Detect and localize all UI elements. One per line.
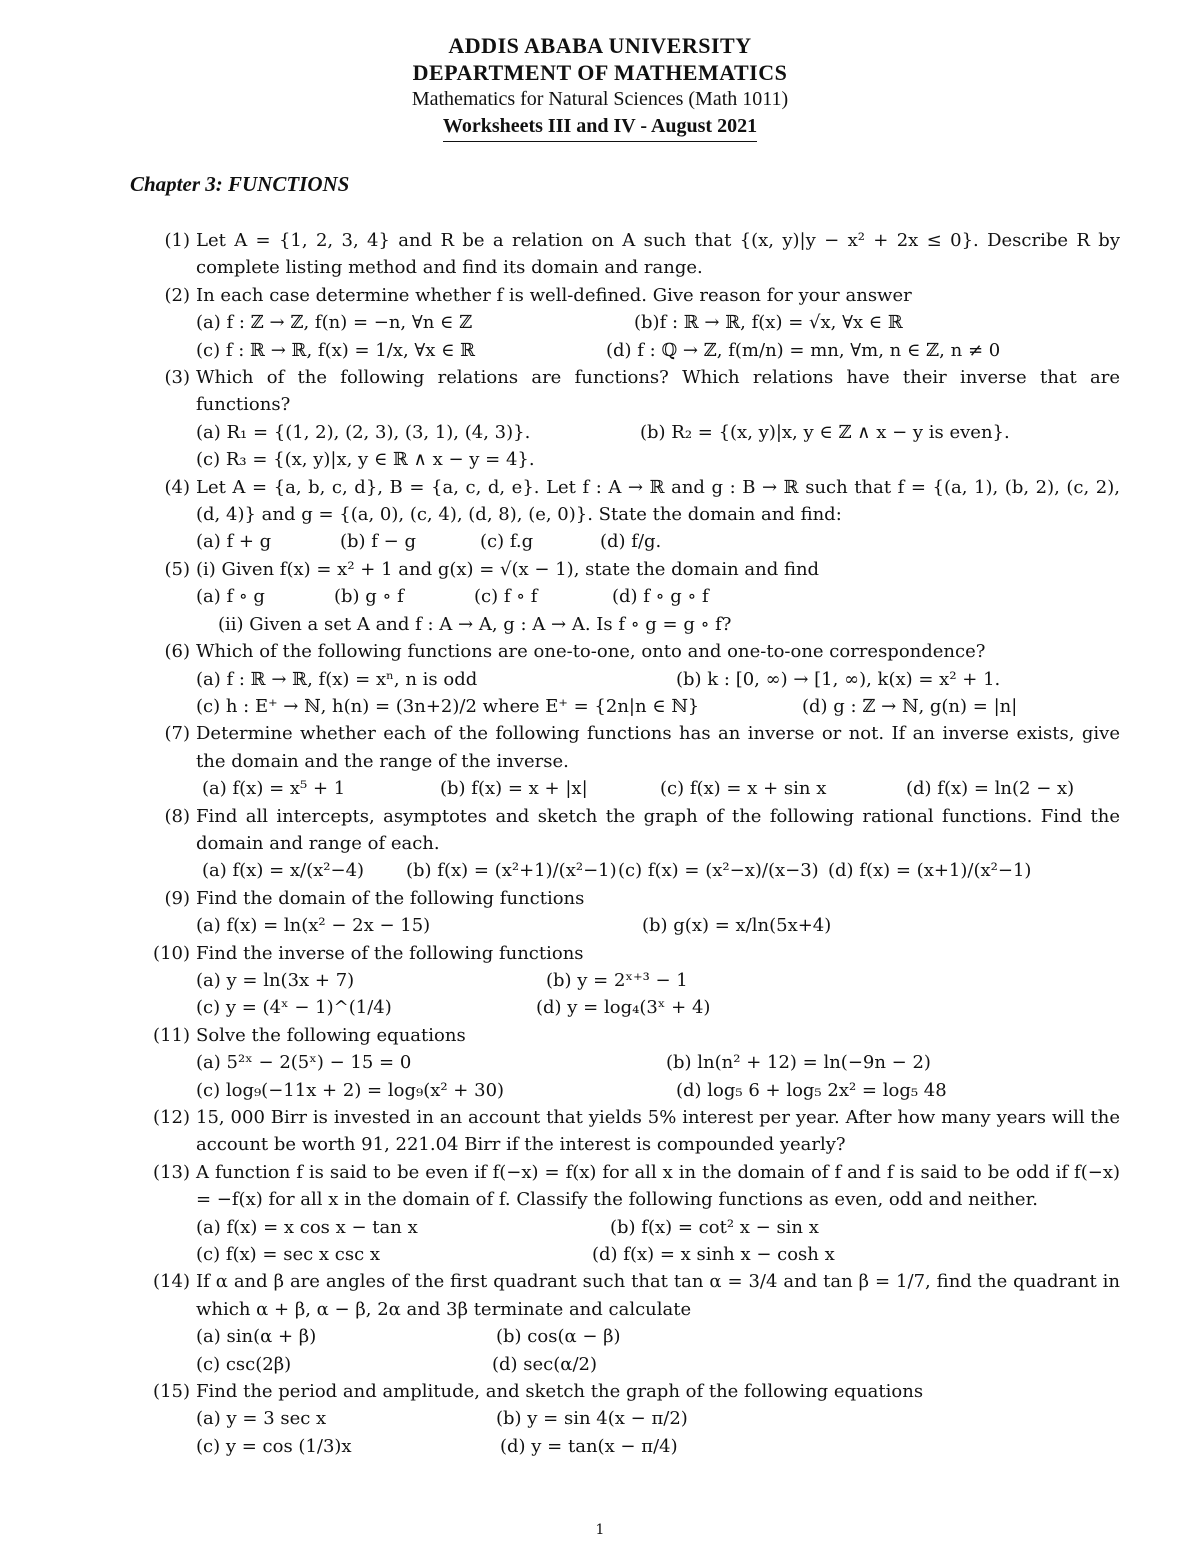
subpart-a: (a) f : ℝ → ℝ, f(x) = xⁿ, n is odd [196, 668, 478, 690]
problem-text: Which of the following relations are functions? Which relations have their inverse that are functions? [196, 367, 1120, 416]
problem-number: (7) [164, 723, 190, 745]
subpart-c: (c) f(x) = (x²−x)/(x−3) [618, 860, 819, 882]
subpart-a: (a) f(x) = x⁵ + 1 [202, 778, 346, 800]
problem-number: (12) [153, 1107, 190, 1128]
problem-6 [140, 638, 1120, 720]
problem-13 [140, 1159, 1120, 1269]
document-header [0, 32, 1200, 142]
subpart-d: (d) f ∘ g ∘ f [612, 586, 709, 608]
subpart-b: (b) f(x) = x + |x| [440, 778, 588, 800]
problem-7 [140, 720, 1120, 802]
subpart-c: (c) f(x) = sec x csc x [196, 1244, 381, 1266]
chapter-heading: Chapter 3: FUNCTIONS [130, 172, 350, 196]
subpart-d: (d) sec(α/2) [492, 1353, 597, 1375]
subpart-b: (b) y = 2ˣ⁺³ − 1 [546, 969, 688, 991]
problem-3 [140, 364, 1120, 474]
subpart-d: (d) f(x) = ln(2 − x) [906, 778, 1075, 800]
subpart-d: (d) f(x) = x sinh x − cosh x [592, 1244, 835, 1266]
subpart-a: (a) sin(α + β) [196, 1326, 317, 1348]
subpart-a: (a) R₁ = {(1, 2), (2, 3), (3, 1), (4, 3)}. [196, 421, 531, 443]
problem-text: Solve the following equations [196, 1024, 466, 1046]
problem-number: (1) [164, 230, 190, 251]
problem-text: Find the period and amplitude, and sketch the graph of the following equations [196, 1381, 924, 1403]
problem-14 [140, 1268, 1120, 1378]
subpart-b: (b) f(x) = cot² x − sin x [610, 1216, 819, 1238]
problem-text: Find all intercepts, asymptotes and sketch the graph of the following rational functions. Find the domain and range of each. [196, 805, 1120, 854]
problem-1 [140, 227, 1120, 282]
subpart-c: (c) f ∘ f [474, 586, 538, 608]
subpart-a: (a) y = 3 sec x [196, 1408, 327, 1430]
problem-text: Let A = {1, 2, 3, 4} and R be a relation on A such that {(x, y)|y − x² + 2x ≤ 0}. Describe R by complete listing method and find its domain and range. [196, 230, 1120, 279]
subpart-d: (d) f(x) = (x+1)/(x²−1) [828, 860, 1032, 882]
subpart-c: (c) h : E⁺ → ℕ, h(n) = (3n+2)/2 where E⁺ = {2n|n ∈ ℕ} [196, 695, 700, 717]
subpart-b: (b) y = sin 4(x − π/2) [496, 1408, 688, 1430]
problem-2 [140, 282, 1120, 364]
subpart-c: (c) R₃ = {(x, y)|x, y ∈ ℝ ∧ x − y = 4}. [196, 449, 535, 471]
problem-5 [140, 556, 1120, 638]
subpart-b: (b) f(x) = (x²+1)/(x²−1) [406, 860, 617, 882]
subpart-b: (b) cos(α − β) [496, 1326, 621, 1348]
problem-number: (6) [164, 641, 190, 663]
subpart-d: (d) log₅ 6 + log₅ 2x² = log₅ 48 [676, 1079, 947, 1101]
problem-15 [140, 1378, 1120, 1460]
subpart-a: (a) f(x) = x cos x − tan x [196, 1216, 418, 1238]
problem-text: Find the domain of the following functions [196, 887, 585, 909]
subpart-c: (c) f(x) = x + sin x [660, 778, 827, 800]
subpart-a: (a) 5²ˣ − 2(5ˣ) − 15 = 0 [196, 1052, 412, 1074]
problem-11 [140, 1022, 1120, 1104]
problem-text: In each case determine whether f is well-defined. Give reason for your answer [196, 284, 912, 306]
problem-text: A function f is said to be even if f(−x) = f(x) for all x in the domain of f and f is said to be odd if f(−x) = −f(x) for all x in the domain of f. Classify the following functions as even, odd and neither. [196, 1161, 1120, 1211]
subpart-b: (b) g(x) = x/ln(5x+4) [642, 915, 832, 937]
subpart-c: (c) csc(2β) [196, 1353, 292, 1375]
university-name: ADDIS ABABA UNIVERSITY [448, 33, 752, 58]
problem-number: (2) [164, 284, 190, 306]
subpart-c: (c) log₉(−11x + 2) = log₉(x² + 30) [196, 1079, 505, 1101]
subpart-d: (d) f : ℚ → ℤ, f(m/n) = mn, ∀m, n ∈ ℤ, n ≠ 0 [606, 339, 1001, 361]
subpart-c: (c) f.g [480, 531, 534, 553]
problem-number: (3) [164, 367, 190, 389]
subpart-ii: (ii) Given a set A and f : A → A, g : A → A. Is f ∘ g = g ∘ f? [218, 613, 732, 635]
problem-number: (10) [153, 942, 190, 964]
problem-text: If α and β are angles of the first quadrant such that tan α = 3/4 and tan β = 1/7, find the quadrant in which α + β, α − β, 2α and 3β terminate and calculate [196, 1271, 1120, 1320]
problem-number: (11) [153, 1024, 190, 1046]
problem-12 [140, 1104, 1120, 1159]
worksheet-title: Worksheets III and IV - August 2021 [443, 113, 757, 142]
subpart-a: (a) f(x) = ln(x² − 2x − 15) [196, 915, 431, 937]
problem-number: (13) [153, 1161, 190, 1183]
subpart-b: (b) ln(n² + 12) = ln(−9n − 2) [666, 1052, 931, 1074]
subpart-b: (b) g ∘ f [334, 586, 404, 608]
problem-text: 15, 000 Birr is invested in an account that yields 5% interest per year. After how many years will the account be worth 91, 221.04 Birr if the interest is compounded yearly? [196, 1107, 1120, 1156]
subpart-c: (c) y = (4ˣ − 1)^(1/4) [196, 997, 392, 1019]
problem-10 [140, 940, 1120, 1022]
subpart-a: (a) y = ln(3x + 7) [196, 969, 355, 991]
subpart-c: (c) y = cos (1/3)x [196, 1435, 352, 1457]
problem-4 [140, 474, 1120, 556]
subpart-a: (a) f ∘ g [196, 586, 265, 608]
subpart-d: (d) f/g. [600, 531, 662, 553]
problem-number: (8) [164, 805, 190, 827]
subpart-d: (d) y = tan(x − π/4) [500, 1435, 678, 1457]
problem-number: (14) [153, 1271, 190, 1293]
problem-number: (5) [164, 558, 190, 580]
department-name: DEPARTMENT OF MATHEMATICS [412, 60, 788, 85]
subpart-a: (a) f(x) = x/(x²−4) [202, 860, 365, 882]
subpart-d: (d) g : ℤ → ℕ, g(n) = |n| [802, 695, 1018, 717]
problem-8 [140, 803, 1120, 885]
problem-number: (15) [153, 1381, 190, 1403]
subpart-b: (b)f : ℝ → ℝ, f(x) = √x, ∀x ∈ ℝ [634, 312, 903, 334]
problem-text: Let A = {a, b, c, d}, B = {a, c, d, e}. Let f : A → ℝ and g : B → ℝ such that f = {(a, 1), (b, 2), (c, 2), (d, 4)} and g = {(a, 0), (c, 4), (d, 8), (e, 0)}. State the domain and find: [196, 476, 1120, 526]
problem-text: Find the inverse of the following functions [196, 942, 584, 964]
problem-number: (9) [164, 887, 190, 909]
problem-number: (4) [164, 476, 190, 498]
problem-9 [140, 885, 1120, 940]
subpart-a: (a) f : ℤ → ℤ, f(n) = −n, ∀n ∈ ℤ [196, 312, 473, 334]
subpart-a: (a) f + g [196, 531, 272, 553]
subpart-d: (d) y = log₄(3ˣ + 4) [536, 997, 711, 1019]
subpart-c: (c) f : ℝ → ℝ, f(x) = 1/x, ∀x ∈ ℝ [196, 339, 476, 361]
subpart-b: (b) f − g [340, 531, 416, 553]
page-number: 1 [595, 1522, 605, 1538]
problem-text: Which of the following functions are one-to-one, onto and one-to-one correspondence? [196, 641, 986, 663]
course-title: Mathematics for Natural Sciences (Math 1011) [411, 88, 789, 110]
problem-list [140, 227, 1120, 1460]
subpart-b: (b) k : [0, ∞) → [1, ∞), k(x) = x² + 1. [676, 668, 1001, 690]
problem-text: Determine whether each of the following functions has an inverse or not. If an inverse exists, give the domain and the range of the inverse. [196, 723, 1120, 772]
problem-text: (i) Given f(x) = x² + 1 and g(x) = √(x − 1), state the domain and find [196, 558, 820, 580]
subpart-b: (b) R₂ = {(x, y)|x, y ∈ ℤ ∧ x − y is even}. [640, 421, 1010, 443]
